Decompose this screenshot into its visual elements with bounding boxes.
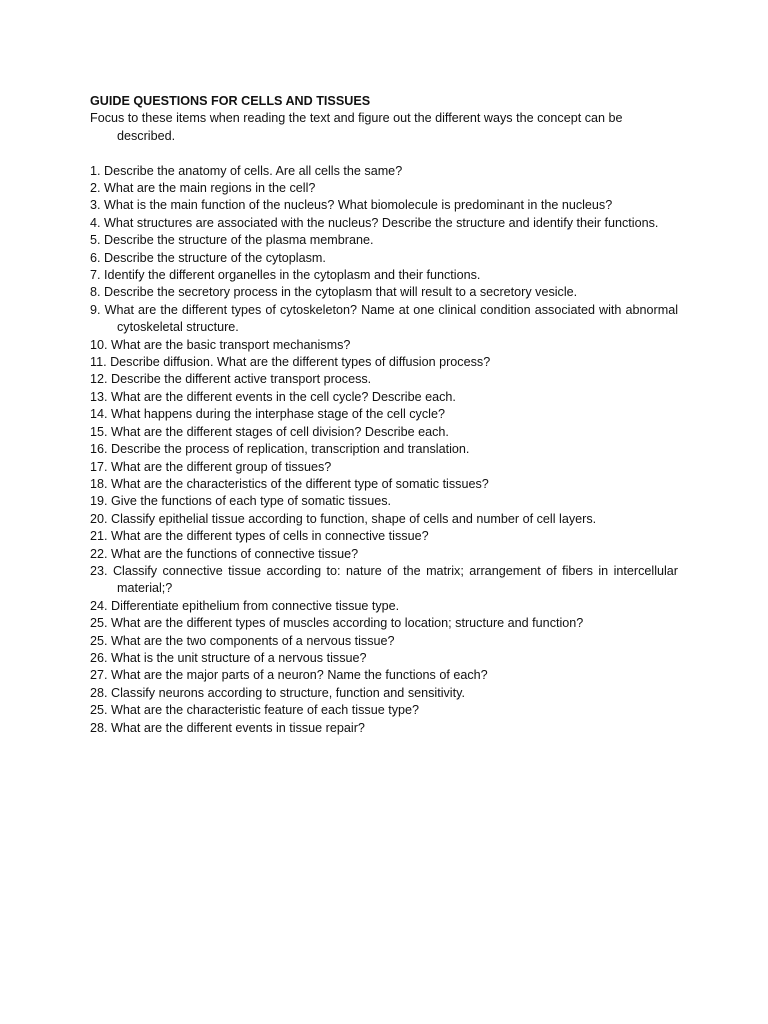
document-title: GUIDE QUESTIONS FOR CELLS AND TISSUES xyxy=(90,94,371,108)
question-item: 24. Differentiate epithelium from connective tissue type. xyxy=(90,598,400,613)
question-item: 1. Describe the anatomy of cells. Are all cells the same? xyxy=(90,163,403,178)
question-item: 18. What are the characteristics of the different type of somatic tissues? xyxy=(90,476,489,491)
question-item: 6. Describe the structure of the cytoplasm. xyxy=(90,250,326,265)
question-item: 25. What are the characteristic feature of each tissue type? xyxy=(90,703,420,718)
question-item: 16. Describe the process of replication, transcription and translation. xyxy=(90,442,470,457)
question-item: 10. What are the basic transport mechanisms? xyxy=(90,337,351,352)
question-item: 3. What is the main function of the nucleus? What biomolecule is predominant in the nucleus? xyxy=(90,198,613,213)
question-item: 2. What are the main regions in the cell? xyxy=(90,181,316,195)
question-item: 12. Describe the different active transport process. xyxy=(90,372,372,387)
question-item: 26. What is the unit structure of a nervous tissue? xyxy=(90,650,367,665)
document-intro: Focus to these items when reading the text and figure out the different ways the concept can be described. xyxy=(90,111,623,143)
question-item: 15. What are the different stages of cell division? Describe each. xyxy=(90,424,449,439)
question-item: 28. What are the different events in tissue repair? xyxy=(90,720,365,735)
question-list xyxy=(90,163,678,737)
question-item: 27. What are the major parts of a neuron? Name the functions of each? xyxy=(90,668,488,683)
question-item: 28. Classify neurons according to structure, function and sensitivity. xyxy=(90,685,465,700)
question-item: 22. What are the functions of connective tissue? xyxy=(90,546,359,561)
question-item: 14. What happens during the interphase stage of the cell cycle? xyxy=(90,407,445,422)
question-item: 13. What are the different events in the cell cycle? Describe each. xyxy=(90,389,456,404)
document-body xyxy=(90,93,678,737)
question-item: 9. What are the different types of cytoskeleton? Name at one clinical condition associated with abnormal cytoskeletal structure. xyxy=(90,302,678,335)
question-item: 25. What are the two components of a nervous tissue? xyxy=(90,633,395,648)
question-item: 17. What are the different group of tissues? xyxy=(90,459,332,474)
question-item: 23. Classify connective tissue according to: nature of the matrix; arrangement of fibers in intercellular material;? xyxy=(90,563,678,596)
question-item: 4. What structures are associated with the nucleus? Describe the structure and identify their functions. xyxy=(90,215,659,230)
question-item: 7. Identify the different organelles in the cytoplasm and their functions. xyxy=(90,268,481,283)
question-item: 5. Describe the structure of the plasma membrane. xyxy=(90,233,374,248)
question-item: 19. Give the functions of each type of somatic tissues. xyxy=(90,494,392,509)
question-item: 11. Describe diffusion. What are the different types of diffusion process? xyxy=(90,355,491,370)
question-item: 25. What are the different types of muscles according to location; structure and function? xyxy=(90,616,584,631)
question-item: 20. Classify epithelial tissue according to function, shape of cells and number of cell layers. xyxy=(90,511,597,526)
question-item: 8. Describe the secretory process in the cytoplasm that will result to a secretory vesicle. xyxy=(90,285,578,300)
question-item: 21. What are the different types of cells in connective tissue? xyxy=(90,529,429,544)
